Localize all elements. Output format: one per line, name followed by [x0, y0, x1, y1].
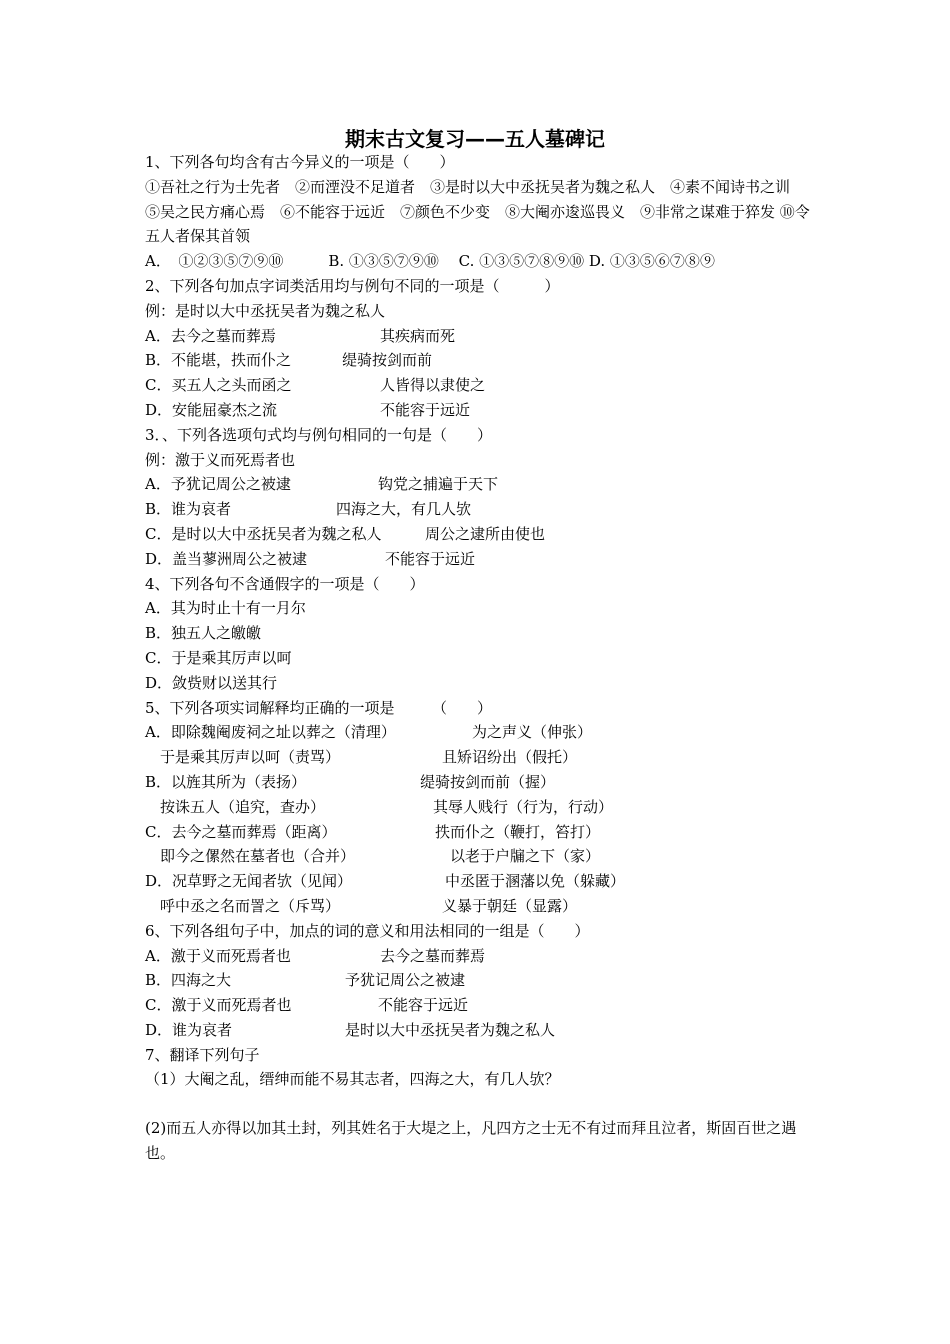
- row-right: 义暴于朝廷（显露）: [442, 896, 578, 915]
- row-right: 且矫诏纷出（假托）: [442, 748, 578, 767]
- option-left: C．激于义而死焉者也: [145, 996, 292, 1015]
- option-right: 不能容于远近: [380, 400, 471, 419]
- worksheet-body: [145, 150, 810, 1166]
- option-right: 缇骑按剑而前: [342, 351, 433, 370]
- q4-option: A．其为时止十有一月尔: [145, 599, 306, 618]
- page-title: 期末古文复习——五人墓碑记: [345, 127, 605, 151]
- option-left: C．买五人之头而函之: [145, 376, 292, 395]
- row-right: 抶而仆之（鞭打，笞打）: [435, 822, 601, 841]
- option-left: D．安能屈豪杰之流: [145, 400, 278, 419]
- row-left: 即今之傫然在墓者也（合并）: [145, 847, 356, 866]
- option-left: D．盖当蓼洲周公之被逮: [145, 549, 308, 568]
- q3-option: [145, 547, 810, 572]
- option-right: 其疾病而死: [380, 326, 456, 345]
- q1-options: A． ①②③⑤⑦⑨⑩ B. ①③⑤⑦⑨⑩ C. ①③⑤⑦⑧⑨⑩ D. ①③⑤⑥⑦⑧⑨: [145, 252, 715, 271]
- q1-items: ①吾社之行为士先者 ②而湮没不足道者 ③是时以大中丞抚吴者为魏之私人 ④素不闻诗书之训 ⑤吴之民方痛心焉 ⑥不能容于远近 ⑦颜色不少变 ⑧大阉亦逡巡畏义 ⑨非常之谋难于猝发 ⑩令五人者保其首领: [145, 177, 810, 246]
- q2-option: [145, 324, 810, 349]
- q6-option: [145, 1018, 810, 1043]
- answer-space: [145, 1092, 810, 1116]
- q2-stem: 2、下列各句加点字词类活用均与例句不同的一项是（ ）: [145, 276, 560, 295]
- q6-option: [145, 993, 810, 1018]
- option-left: B．四海之大: [145, 971, 232, 990]
- option-right: 人皆得以隶使之: [380, 376, 486, 395]
- q7-sentence-2: (2)而五人亦得以加其土封，列其姓名于大堤之上，凡四方之士无不有过而拜且泣者，斯固百世之遇也。: [145, 1119, 797, 1163]
- row-left: 按诛五人（追究，查办）: [145, 797, 326, 816]
- row-left: C．去今之墓而葬焉（距离）: [145, 822, 337, 841]
- option-left: A．去今之墓而葬焉: [145, 326, 276, 345]
- q5-row: [145, 869, 810, 894]
- q2-option: [145, 373, 810, 398]
- option-left: B．谁为哀者: [145, 500, 232, 519]
- q5-stem: 5、下列各项实词解释均正确的一项是 （ ）: [145, 698, 493, 717]
- option-right: 去今之墓而葬焉: [380, 946, 486, 965]
- row-right: 中丞匿于溷藩以免（躲藏）: [445, 872, 626, 891]
- option-right: 是时以大中丞抚吴者为魏之私人: [345, 1020, 556, 1039]
- q3-option: [145, 497, 810, 522]
- option-right: 钩党之捕遍于天下: [378, 475, 499, 494]
- option-left: D．谁为哀者: [145, 1020, 233, 1039]
- option-right: 不能容于远近: [385, 549, 476, 568]
- option-left: A．激于义而死焉者也: [145, 946, 291, 965]
- option-right: 四海之大，有几人欤: [336, 500, 472, 519]
- q4-option: C．于是乘其厉声以呵: [145, 648, 292, 667]
- q5-row: [145, 720, 810, 745]
- option-right: 予犹记周公之被逮: [345, 971, 466, 990]
- q5-row: [145, 745, 810, 770]
- q5-row: [145, 795, 810, 820]
- q5-row: [145, 820, 810, 845]
- q3-example: 例：激于义而死焉者也: [145, 450, 296, 469]
- q1-stem: 1、下列各句均含有古今异义的一项是（ ）: [145, 153, 455, 171]
- q2-example: 例：是时以大中丞抚吴者为魏之私人: [145, 301, 386, 320]
- q5-row: [145, 894, 810, 919]
- q2-option: [145, 398, 810, 423]
- q4-stem: 4、下列各句不含通假字的一项是（ ）: [145, 574, 425, 593]
- option-left: B．不能堪，抶而仆之: [145, 351, 292, 370]
- row-left: 于是乘其厉声以呵（责骂）: [145, 748, 341, 767]
- q6-option: [145, 968, 810, 993]
- row-right: 以老于户牖之下（家）: [450, 847, 601, 866]
- q4-option: B．独五人之皦皦: [145, 624, 262, 643]
- option-left: C．是时以大中丞抚吴者为魏之私人: [145, 524, 382, 543]
- q6-stem: 6、下列各组句子中，加点的词的意义和用法相同的一组是（ ）: [145, 921, 590, 940]
- row-left: D．况草野之无闻者欤（见闻）: [145, 872, 353, 891]
- q4-option: D．敛赀财以送其行: [145, 673, 278, 692]
- option-left: A．予犹记周公之被逮: [145, 475, 291, 494]
- row-left: 呼中丞之名而詈之（斥骂）: [145, 896, 341, 915]
- row-right: 缇骑按剑而前（握）: [420, 772, 556, 791]
- q3-stem: 3．、下列各选项句式均与例句相同的一句是（ ）: [145, 425, 493, 444]
- q3-option: [145, 472, 810, 497]
- q5-row: [145, 770, 810, 795]
- row-left: A．即除魏阉废祠之址以葬之（清理）: [145, 723, 396, 742]
- row-right: 其辱人贱行（行为，行动）: [433, 797, 614, 816]
- row-right: 为之声义（伸张）: [472, 723, 593, 742]
- q2-option: [145, 348, 810, 373]
- row-left: B．以旌其所为（表扬）: [145, 772, 307, 791]
- option-right: 周公之逮所由使也: [425, 524, 546, 543]
- q7-sentence-1: （1）大阉之乱，缙绅而能不易其志者，四海之大，有几人欤？: [145, 1070, 560, 1089]
- q6-option: [145, 944, 810, 969]
- q5-row: [145, 844, 810, 869]
- option-right: 不能容于远近: [378, 996, 469, 1015]
- q7-stem: 7、翻译下列句子: [145, 1045, 260, 1064]
- q3-option: [145, 522, 810, 547]
